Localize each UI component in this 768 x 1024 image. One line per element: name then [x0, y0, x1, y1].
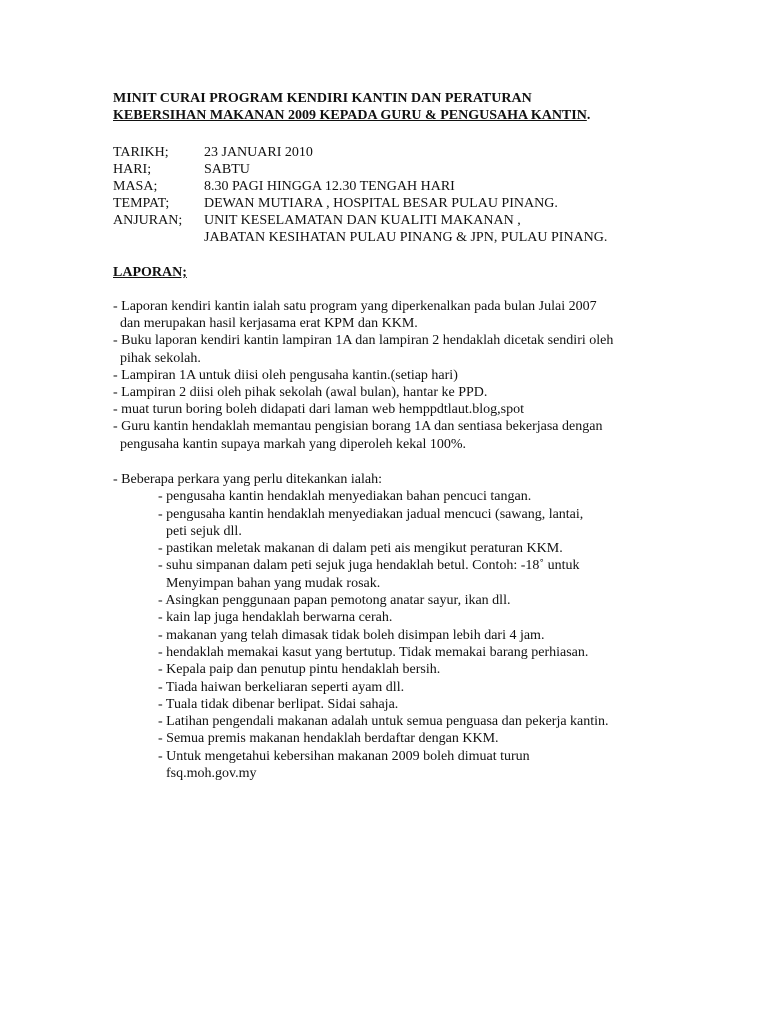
emphasis-item [158, 506, 733, 541]
emphasis-item [158, 557, 733, 592]
report-item-text: - Lampiran 2 diisi oleh pihak sekolah (awal bulan), hantar ke PPD. [113, 385, 488, 401]
title-line-2-underlined: KEBERSIHAN MAKANAN 2009 KEPADA GURU & PENGUSAHA KANTIN [113, 108, 587, 123]
emphasis-item [158, 748, 733, 783]
report-item-continuation: pengusaha kantin supaya markah yang diperoleh kekal 100%. [120, 436, 467, 452]
report-item-text: - Buku laporan kendiri kantin lampiran 1A dan lampiran 2 hendaklah dicetak sendiri oleh [113, 333, 614, 349]
report-item-text: - Guru kantin hendaklah memantau pengisian borang 1A dan sentiasa bekerjasa dengan [113, 419, 603, 435]
title-line-1: MINIT CURAI PROGRAM KENDIRI KANTIN DAN PERATURAN [113, 91, 532, 106]
emphasis-item [158, 679, 733, 696]
emphasis-item-text: - pastikan meletak makanan di dalam peti ais mengikut peraturan KKM. [158, 541, 563, 557]
info-key: ANJURAN; [113, 213, 183, 228]
emphasis-item [158, 661, 733, 678]
report-item [113, 418, 733, 452]
emphasis-item-text: - suhu simpanan dalam peti sejuk juga hendaklah betul. Contoh: -18˚ untuk [158, 558, 580, 574]
info-key: TARIKH; [113, 145, 169, 160]
info-row-organizer [113, 212, 733, 229]
info-value: 8.30 PAGI HINGGA 12.30 TENGAH HARI [204, 179, 455, 194]
emphasis-item [158, 592, 733, 609]
info-key: MASA; [113, 179, 158, 194]
info-key: TEMPAT; [113, 196, 170, 211]
report-list [113, 298, 733, 453]
emphasis-item [158, 730, 733, 747]
info-row-date [113, 144, 733, 161]
info-key [113, 229, 204, 246]
info-value: UNIT KESELAMATAN DAN KUALITI MAKANAN , [204, 213, 521, 228]
emphasis-intro: - Beberapa perkara yang perlu ditekankan ialah: [113, 472, 382, 487]
emphasis-item [158, 540, 733, 557]
emphasis-item [158, 713, 733, 730]
info-value: DEWAN MUTIARA , HOSPITAL BESAR PULAU PINANG. [204, 196, 558, 211]
meeting-info [113, 144, 733, 246]
emphasis-item-continuation: fsq.moh.gov.my [166, 766, 257, 782]
emphasis-item-text: - hendaklah memakai kasut yang bertutup. Tidak memakai barang perhiasan. [158, 644, 589, 660]
report-item [113, 384, 733, 401]
report-item-text: - muat turun boring boleh didapati dari laman web hemppdtlaut.blog,spot [113, 402, 524, 418]
document-title [113, 90, 733, 124]
emphasis-item-text: - Tuala tidak dibenar berlipat. Sidai sahaja. [158, 696, 399, 712]
info-key: HARI; [113, 162, 152, 177]
emphasis-item [158, 627, 733, 644]
info-row-time [113, 178, 733, 195]
report-item [113, 401, 733, 418]
emphasis-item-continuation: Menyimpan bahan yang mudak rosak. [166, 575, 381, 591]
report-heading: LAPORAN; [113, 265, 187, 280]
emphasis-item-text: - Tiada haiwan berkeliaran seperti ayam dll. [158, 679, 405, 695]
info-row-organizer-cont [113, 229, 733, 246]
report-item [113, 367, 733, 384]
emphasis-item [158, 609, 733, 626]
emphasis-item-text: - pengusaha kantin hendaklah menyediakan bahan pencuci tangan. [158, 489, 532, 505]
emphasis-item-text: - Semua premis makanan hendaklah berdaftar dengan KKM. [158, 731, 499, 747]
title-line-2-period: . [586, 108, 591, 123]
info-value: SABTU [204, 162, 250, 177]
emphasis-item-text: - Untuk mengetahui kebersihan makanan 2009 boleh dimuat turun [158, 748, 530, 764]
info-value: 23 JANUARI 2010 [204, 145, 313, 160]
emphasis-item-text: - makanan yang telah dimasak tidak boleh disimpan lebih dari 4 jam. [158, 627, 545, 643]
title-line-2 [113, 107, 733, 124]
info-row-venue [113, 195, 733, 212]
emphasis-item-continuation: peti sejuk dll. [166, 523, 242, 539]
emphasis-item-text: - pengusaha kantin hendaklah menyediakan jadual mencuci (sawang, lantai, [158, 506, 584, 522]
emphasis-item [158, 644, 733, 661]
emphasis-item-text: - Latihan pengendali makanan adalah untuk semua penguasa dan pekerja kantin. [158, 714, 609, 730]
info-row-day [113, 161, 733, 178]
emphasis-item [158, 488, 733, 505]
emphasis-item-text: - Asingkan penggunaan papan pemotong anatar sayur, ikan dll. [158, 593, 511, 609]
emphasis-item-text: - Kepala paip dan penutup pintu hendaklah bersih. [158, 662, 441, 678]
emphasis-item [158, 696, 733, 713]
report-item-text: - Laporan kendiri kantin ialah satu program yang diperkenalkan pada bulan Julai 2007 [113, 299, 597, 314]
report-item-continuation: pihak sekolah. [120, 350, 201, 366]
report-item-continuation: dan merupakan hasil kerjasama erat KPM dan KKM. [120, 316, 418, 332]
report-item [113, 332, 733, 366]
emphasis-list [113, 488, 733, 782]
emphasis-section [113, 471, 733, 782]
report-item-text: - Lampiran 1A untuk diisi oleh pengusaha kantin.(setiap hari) [113, 367, 458, 383]
report-item [113, 298, 733, 332]
info-value: JABATAN KESIHATAN PULAU PINANG & JPN, PULAU PINANG. [204, 230, 608, 245]
emphasis-item-text: - kain lap juga hendaklah berwarna cerah. [158, 610, 393, 626]
